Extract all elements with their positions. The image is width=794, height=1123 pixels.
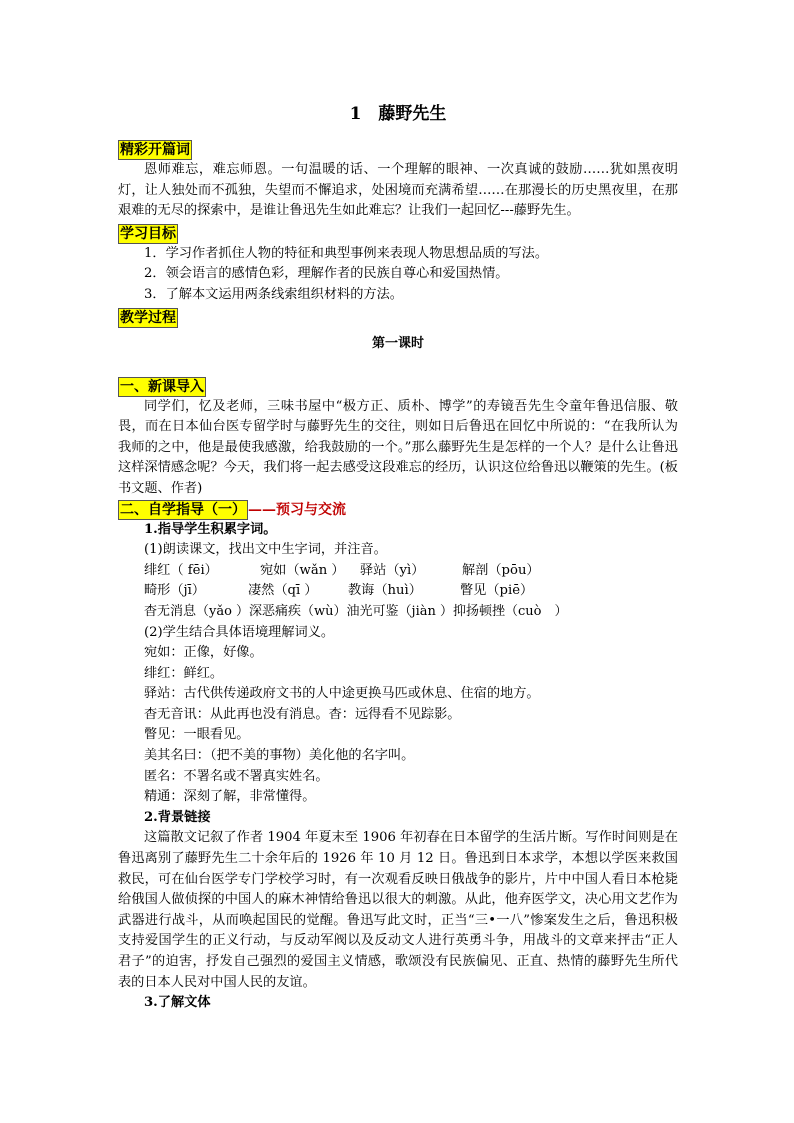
item1-title: 1.指导学生积累字词。 bbox=[144, 521, 277, 537]
self-study-heading bbox=[118, 500, 678, 520]
words-row-3: 杳无消息（yǎo ）深恶痛疾（wù）油光可鉴（jiàn ）抑扬顿挫（cuò ） bbox=[144, 603, 568, 619]
page-title: 1 藤野先生 bbox=[349, 104, 447, 124]
definition: 精通：深刻了解，非常懂得。 bbox=[144, 789, 316, 805]
self-study-label: 二、自学指导（一） bbox=[120, 501, 246, 518]
word-item: 驿站（yì） bbox=[360, 562, 425, 578]
opening-text: 恩师难忘，难忘师恩。一句温暖的话、一个理解的眼神、一次真诚的鼓励……犹如黑夜明灯，让人独处而不孤独，失望而不懈追求，处困境而充满希望……在那漫长的历史黑夜里，在那艰难的无尽的探索中，是谁让鲁迅先生如此难忘？让我们一起回忆---藤野先生。 bbox=[118, 162, 678, 219]
lesson-title: 第一课时 bbox=[371, 335, 424, 351]
document-page bbox=[118, 103, 678, 1014]
goal-item: 2．领会语言的感情色彩，理解作者的民族自尊心和爱国热情。 bbox=[144, 266, 509, 282]
definition: 瞥见：一眼看见。 bbox=[144, 727, 250, 743]
word-item: 绯红（ fēi） bbox=[144, 562, 218, 578]
self-study-subtitle: ——预习与交流 bbox=[248, 501, 346, 518]
intro-text: 同学们，忆及老师，三味书屋中“极方正、质朴、博学”的寿镜吾先生令童年鲁迅信服、敬畏，而在日本仙台医专留学时与藤野先生的交往，则如日后鲁迅在回忆中所说的：“在我所认为我师的之中，他是最使我感激，给我鼓励的一个。”那么藤野先生是怎样的一个人？是什么让鲁迅这样深情感念呢？今天，我们将一起去感受这段难忘的经历，认识这位给鲁迅以鞭策的先生。(板书文题、作者) bbox=[118, 398, 678, 496]
definition: 宛如：正像，好像。 bbox=[144, 645, 263, 661]
definition: 匿名：不署名或不署真实姓名。 bbox=[144, 768, 329, 784]
opening-label: 精彩开篇词 bbox=[120, 142, 190, 158]
item3-title: 3.了解文体 bbox=[144, 995, 211, 1011]
words-row bbox=[118, 581, 678, 602]
goal-item: 1．学习作者抓住人物的特征和典型事例来表现人物思想品质的写法。 bbox=[144, 245, 549, 261]
process-section bbox=[118, 307, 678, 354]
goals-label: 学习目标 bbox=[120, 225, 176, 242]
intro-section bbox=[118, 376, 678, 500]
opening-section bbox=[118, 139, 678, 222]
definition: 绯红：鲜红。 bbox=[144, 665, 224, 681]
definition: 杳无音讯：从此再也没有消息。杳：远得看不见踪影。 bbox=[144, 706, 461, 722]
word-item: 宛如（wǎn ） bbox=[260, 562, 345, 578]
word-item: 解剖（pōu） bbox=[462, 562, 540, 578]
word-item: 畸形（jī） bbox=[144, 583, 206, 599]
word-item: 瞥见（piē） bbox=[460, 583, 534, 599]
item1-step2: (2)学生结合具体语境理解词义。 bbox=[144, 624, 335, 640]
goals-section bbox=[118, 223, 678, 306]
process-label: 教学过程 bbox=[120, 309, 176, 326]
word-item: 教诲（huì） bbox=[348, 583, 422, 599]
item2-text: 这篇散文记叙了作者 1904 年夏末至 1906 年初春在日本留学的生活片断。写作时间则是在鲁迅离别了藤野先生二十余年后的 1926 年 10 月 12 日。鲁迅到日本求学，本想以学医来救国救民，可在仙台医学专门学校学习时，有一次观看反映日俄战争的影片，片中中国人看日本枪毙给俄国人做侦探的中国人的麻木神情给鲁迅以很大的刺激。从此，他弃医学文，决心用文艺作为武器进行战斗，从而唤起国民的觉醒。鲁迅写此文时，正当“三•一八”惨案发生之后，鲁迅积极支持爱国学生的正义行动，与反动军阀以及反动文人进行英勇斗争，用战斗的文章来抨击“正人君子”的迫害，抒发自己强烈的爱国主义情感，歌颂没有民族偏见、正直、热情的藤野先生所代表的日本人民对中国人民的友谊。 bbox=[118, 830, 678, 990]
word-item: 凄然（qī ） bbox=[248, 583, 318, 599]
item2-title: 2.背景链接 bbox=[144, 809, 211, 825]
words-row bbox=[118, 561, 678, 582]
definition: 驿站：古代供传递政府文书的人中途更换马匹或休息、住宿的地方。 bbox=[144, 686, 540, 702]
item1-step1: (1)朗读课文，找出文中生字词，并注音。 bbox=[144, 542, 387, 558]
definition: 美其名曰：（把不美的事物）美化他的名字叫。 bbox=[144, 748, 415, 764]
self-study-section bbox=[118, 500, 678, 1014]
goal-item: 3．了解本文运用两条线索组织材料的方法。 bbox=[144, 286, 403, 302]
intro-label: 一、新课导入 bbox=[120, 378, 204, 395]
